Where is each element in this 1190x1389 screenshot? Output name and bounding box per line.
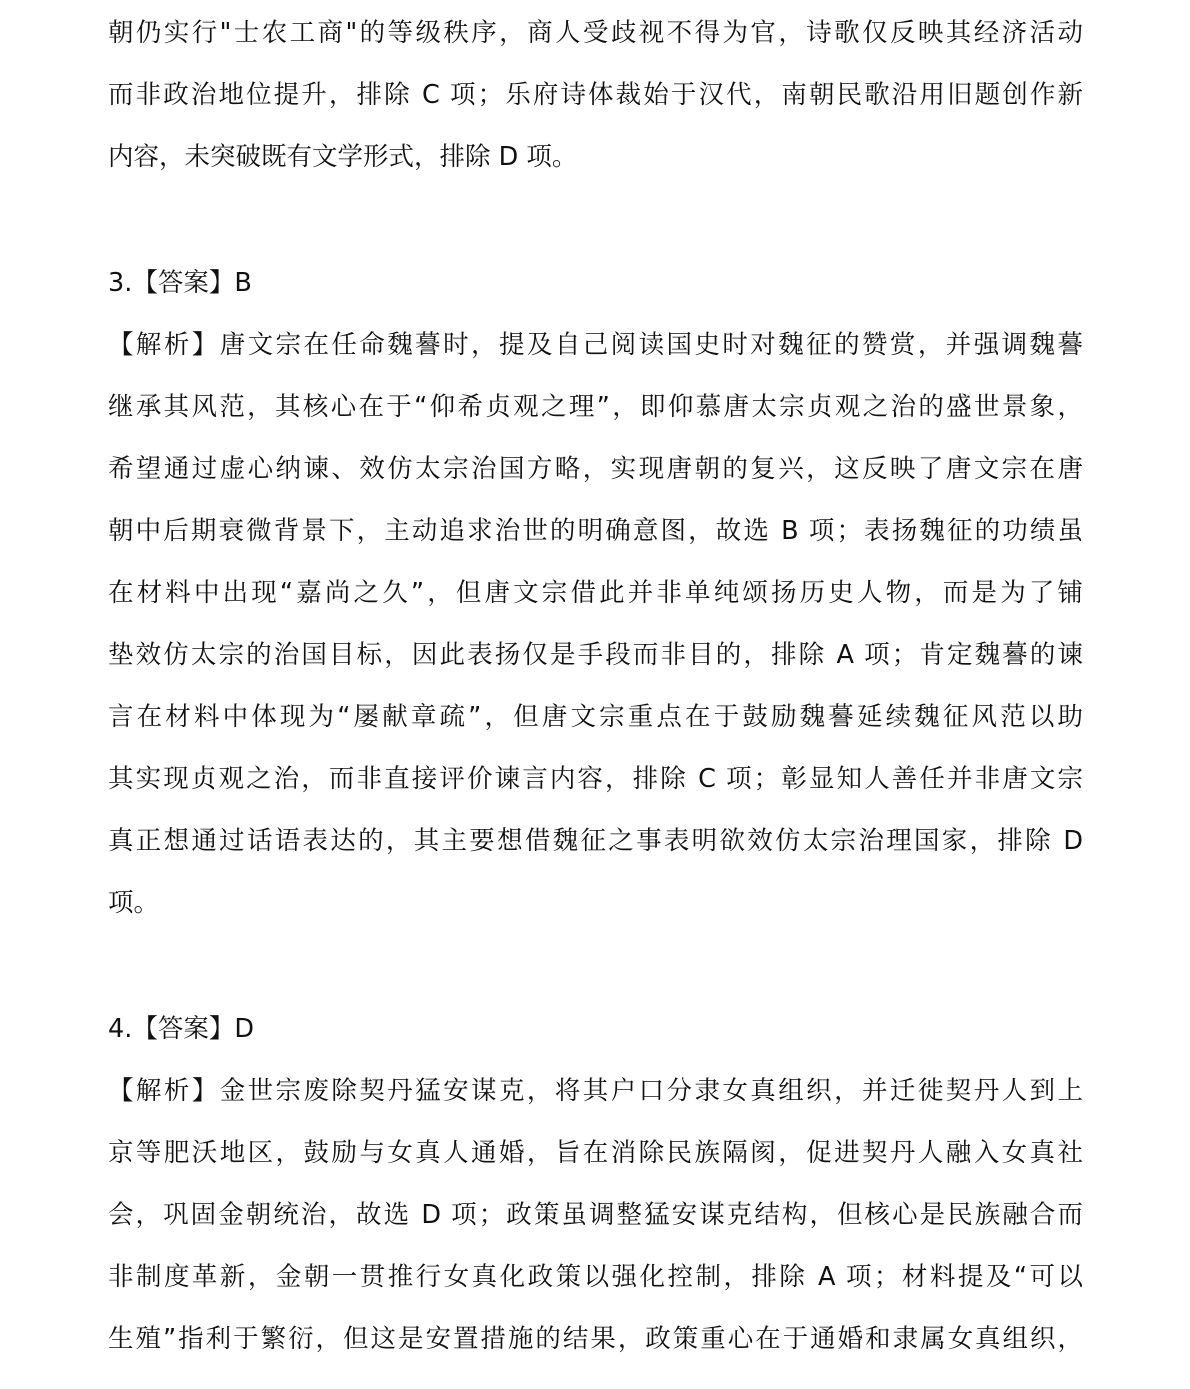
text-line: 其实现贞观之治，而非直接评价谏言内容，排除 C 项；彰显知人善任并非唐文宗 xyxy=(108,764,1083,794)
text-line: 生殖”指利于繁衍，但这是安置措施的结果，政策重心在于通婚和隶属女真组织， xyxy=(108,1324,1083,1354)
text-line: 【解析】唐文宗在任命魏謩时，提及自己阅读国史时对魏征的赞赏，并强调魏謩 xyxy=(108,330,1083,360)
text-line: 继承其风范，其核心在于“仰希贞观之理”，即仰慕唐太宗贞观之治的盛世景象， xyxy=(108,392,1083,422)
text-line: 非制度革新，金朝一贯推行女真化政策以强化控制，排除 A 项；材料提及“可以 xyxy=(108,1262,1083,1292)
text-line: 真正想通过话语表达的，其主要想借魏征之事表明欲效仿太宗治理国家，排除 D xyxy=(108,826,1083,856)
text-line: 朝中后期衰微背景下，主动追求治世的明确意图，故选 B 项；表扬魏征的功绩虽 xyxy=(108,516,1083,546)
text-line: 言在材料中体现为“屡献章疏”，但唐文宗重点在于鼓励魏謩延续魏征风范以助 xyxy=(108,702,1083,732)
text-line: 而非政治地位提升，排除 C 项；乐府诗体裁始于汉代，南朝民歌沿用旧题创作新 xyxy=(108,80,1083,110)
q4-answer-heading: 4.【答案】D xyxy=(108,1014,254,1044)
text-line: 京等肥沃地区，鼓励与女真人通婚，旨在消除民族隔阂，促进契丹人融入女真社 xyxy=(108,1138,1083,1168)
text-line: 垫效仿太宗的治国目标，因此表扬仅是手段而非目的，排除 A 项；肯定魏謩的谏 xyxy=(108,640,1083,670)
text-line: 在材料中出现“嘉尚之久”，但唐文宗借此并非单纯颂扬历史人物，而是为了铺 xyxy=(108,578,1083,608)
text-line: 希望通过虚心纳谏、效仿太宗治国方略，实现唐朝的复兴，这反映了唐文宗在唐 xyxy=(108,454,1083,484)
text-line: 内容，未突破既有文学形式，排除 D 项。 xyxy=(108,142,578,172)
text-line: 项。 xyxy=(108,888,160,918)
text-line: 朝仍实行"士农工商"的等级秩序，商人受歧视不得为官，诗歌仅反映其经济活动 xyxy=(108,18,1083,48)
text-line: 【解析】金世宗废除契丹猛安谋克，将其户口分隶女真组织，并迁徙契丹人到上 xyxy=(108,1076,1083,1106)
q3-answer-heading: 3.【答案】B xyxy=(108,268,252,298)
text-line: 会，巩固金朝统治，故选 D 项；政策虽调整猛安谋克结构，但核心是民族融合而 xyxy=(108,1200,1083,1230)
